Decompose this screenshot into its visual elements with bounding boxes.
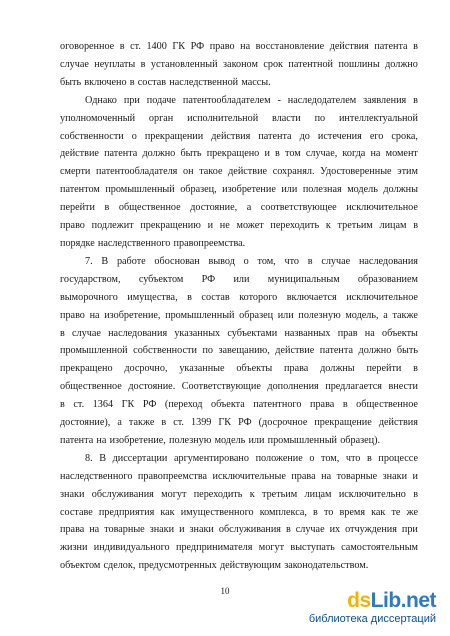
word: третьим	[337, 220, 373, 232]
word: правопреемства.	[173, 237, 246, 249]
word: исключительные	[212, 470, 286, 482]
word: наследодателем	[287, 94, 357, 106]
word: диссертации	[112, 452, 168, 464]
word: изобретение,	[104, 309, 161, 321]
word: В	[101, 255, 109, 267]
word: знаки	[149, 524, 175, 536]
word: ст.	[130, 41, 141, 52]
word: промышленный	[267, 434, 338, 446]
word: предприятия	[98, 506, 155, 518]
word: (досрочное	[258, 417, 308, 429]
text-line	[60, 432, 418, 450]
word: -	[277, 94, 281, 106]
watermark-logo-net: .net	[400, 589, 436, 612]
word: на	[89, 524, 100, 536]
text-line	[60, 342, 418, 360]
word: собственности	[60, 130, 124, 142]
word: быть	[396, 345, 418, 357]
word: орган	[148, 112, 174, 124]
word: момент	[385, 148, 418, 160]
word: о	[243, 255, 249, 267]
word: обоснован	[154, 255, 200, 267]
word: на	[321, 470, 332, 482]
word: на	[89, 309, 100, 321]
word: субъектом	[138, 273, 184, 285]
word: наследственного	[60, 470, 133, 482]
word: патента	[319, 345, 353, 357]
word: полезная	[302, 184, 342, 196]
word: и	[207, 220, 214, 232]
text-line	[60, 217, 418, 235]
word: РФ	[238, 417, 252, 429]
text-line	[60, 289, 418, 307]
word: наследственной	[169, 76, 239, 88]
word: и	[179, 524, 185, 536]
word: 8.	[85, 452, 93, 464]
text-line	[60, 181, 418, 199]
word: достояние.	[128, 381, 176, 393]
word: по	[314, 112, 326, 124]
word: о	[309, 452, 315, 464]
word: быть	[180, 148, 202, 160]
word: заявления	[363, 94, 407, 106]
word: при	[123, 94, 140, 106]
word: работе	[116, 255, 146, 267]
word: законом	[223, 58, 258, 70]
word: РФ	[201, 273, 216, 285]
word: В	[99, 452, 107, 464]
word: интеллектуальной	[338, 112, 418, 124]
word: наследования	[358, 255, 418, 267]
text-line	[60, 468, 418, 486]
word: модель,	[345, 309, 379, 321]
word: выступать	[290, 542, 335, 554]
word: объекты	[236, 363, 273, 375]
text-line	[60, 163, 418, 181]
text-line	[60, 56, 418, 74]
word: права	[284, 363, 309, 375]
watermark	[306, 589, 436, 631]
word: названных	[284, 327, 331, 339]
word: действие	[60, 148, 99, 160]
word: истечения	[317, 130, 362, 142]
word: отчуждения	[345, 524, 397, 536]
word: индивидуального	[93, 542, 170, 554]
word: наследственного	[97, 237, 171, 249]
word: вывод	[208, 255, 235, 267]
word: должны	[320, 363, 355, 375]
word: при	[401, 524, 418, 536]
text-line	[60, 38, 418, 56]
word: когда	[342, 148, 366, 160]
word: дополнения	[267, 381, 319, 393]
word: что	[284, 255, 300, 267]
word: в	[60, 327, 65, 339]
word: предпринимателя	[176, 542, 253, 554]
word: патента	[258, 130, 292, 142]
word: в	[161, 417, 167, 429]
word: РФ	[142, 399, 157, 411]
text-line	[60, 235, 418, 253]
word: патентного	[253, 399, 302, 411]
word: досрочно,	[124, 363, 168, 375]
word: его	[369, 130, 384, 142]
word: 1364	[92, 399, 114, 411]
word: о	[131, 130, 137, 142]
text-line	[60, 521, 418, 539]
word: порядке	[60, 237, 95, 249]
text-line	[60, 360, 418, 378]
word: восстановление	[255, 41, 325, 52]
word: действия	[329, 41, 369, 52]
text-line	[60, 145, 418, 163]
word: Однако	[85, 94, 117, 106]
word: права	[60, 524, 85, 536]
word: или	[277, 309, 294, 321]
word: том,	[321, 452, 340, 464]
word: соответствующее	[260, 202, 337, 214]
word: в	[60, 399, 65, 411]
text-line	[60, 378, 418, 396]
word: которого	[239, 291, 278, 303]
word: могут	[161, 488, 187, 500]
word: их	[329, 524, 341, 536]
word: перейти	[60, 202, 95, 214]
word: случае	[72, 327, 101, 339]
word: также	[128, 417, 155, 429]
word: предлагается	[325, 381, 382, 393]
word: могут	[258, 542, 285, 554]
word: составе	[60, 506, 93, 518]
word: в	[413, 488, 418, 500]
word: обслуживания	[218, 524, 281, 536]
word: действия	[378, 417, 418, 429]
text-line	[60, 414, 418, 432]
word: в	[119, 41, 125, 52]
text-line	[60, 110, 418, 128]
word: власти	[272, 112, 301, 124]
word: 7.	[85, 255, 93, 267]
word: образованием	[357, 273, 418, 285]
word: субъектами	[227, 327, 278, 339]
word: те	[391, 506, 401, 518]
word: полезную	[298, 309, 341, 321]
word: в	[275, 148, 280, 160]
word: перейти	[366, 363, 402, 375]
word: комплекса,	[259, 506, 307, 518]
word: государством,	[60, 273, 121, 285]
text-line	[60, 325, 418, 343]
watermark-logo	[306, 589, 436, 613]
word: ГК	[218, 417, 232, 429]
text-line	[60, 486, 418, 504]
text-line	[60, 504, 418, 522]
word: прекращение	[314, 417, 372, 429]
word: прекращении	[144, 130, 204, 142]
word: состав	[137, 76, 167, 88]
word: срока,	[391, 130, 418, 142]
word: промышленный	[165, 309, 235, 321]
word: РФ	[190, 41, 205, 52]
word: объекта	[211, 399, 245, 411]
word: знаки	[60, 488, 85, 500]
word: а	[246, 202, 252, 214]
word: что	[345, 452, 361, 464]
word: как	[371, 506, 386, 518]
word: права	[291, 470, 316, 482]
word: в	[413, 220, 418, 232]
word: или	[233, 273, 250, 285]
word: объекты	[381, 327, 418, 339]
word: общественное	[60, 381, 122, 393]
word: сделок,	[103, 560, 136, 572]
word: имущественного	[180, 506, 254, 518]
word: неуплаты	[94, 58, 136, 70]
word: имущества,	[127, 291, 178, 303]
word: не	[219, 220, 230, 232]
word: массы.	[241, 76, 271, 88]
word: действующим	[219, 560, 281, 572]
word: 1399	[191, 417, 212, 429]
word: промышленный	[105, 184, 175, 196]
word: в	[413, 94, 418, 106]
word: подаче	[146, 94, 176, 106]
word: действие	[275, 345, 315, 357]
text-line	[60, 539, 418, 557]
word: или	[248, 434, 265, 446]
word: прекращено	[206, 148, 260, 160]
word: образец,	[180, 184, 217, 196]
word: положение	[255, 452, 303, 464]
word: ГК	[121, 399, 135, 411]
word: патента	[60, 434, 94, 446]
word: в	[413, 41, 418, 52]
word: действие	[228, 166, 268, 178]
word: то	[323, 506, 334, 518]
word: в	[342, 399, 348, 411]
word: уполномоченный	[60, 112, 136, 124]
text-line	[60, 74, 418, 92]
word: прекращено	[60, 363, 113, 375]
word: жизни	[60, 542, 88, 554]
word: исключительное	[346, 291, 418, 303]
word: в	[187, 291, 192, 303]
word: исключительное	[346, 202, 418, 214]
word: до	[299, 130, 310, 142]
word: может	[236, 220, 264, 232]
word: такое	[199, 166, 223, 178]
word: патентообладателя	[96, 166, 178, 178]
word: исполнительной	[187, 112, 259, 124]
word: ст.	[73, 399, 85, 411]
word: или	[281, 184, 298, 196]
word: предусмотренных	[138, 560, 217, 572]
word: по	[202, 345, 213, 357]
word: на	[240, 41, 251, 52]
word: завещанию,	[218, 345, 270, 357]
word: самостоятельным	[341, 542, 418, 554]
word: на	[370, 148, 381, 160]
word: случае	[295, 524, 325, 536]
word: промышленной	[60, 345, 128, 357]
word: переходить	[270, 220, 320, 232]
word: законодательством.	[284, 560, 369, 572]
word: общественное	[118, 202, 181, 214]
word: объектом	[60, 560, 101, 572]
word: время	[339, 506, 366, 518]
word: образец	[239, 309, 274, 321]
word: процессе	[378, 452, 418, 464]
word: в	[313, 506, 318, 518]
word: в	[307, 255, 313, 267]
word: модель	[214, 434, 246, 446]
word: в	[367, 452, 372, 464]
word: лицам	[304, 488, 332, 500]
word: 1400	[146, 41, 167, 52]
word: наследования	[108, 327, 168, 339]
text-line	[60, 128, 418, 146]
text-line	[60, 253, 418, 271]
word: пошлины	[338, 58, 380, 70]
word: а	[383, 309, 388, 321]
word: выморочного	[60, 291, 118, 303]
word: как	[160, 506, 175, 518]
word: Соответствующие	[181, 381, 261, 393]
word: и	[412, 470, 418, 482]
word: указанные	[179, 363, 225, 375]
word: должно	[358, 345, 392, 357]
word: исключительно	[338, 488, 406, 500]
word: же	[406, 506, 418, 518]
word: ст.	[173, 417, 184, 429]
word: переходить	[193, 488, 243, 500]
word: общественное	[356, 399, 418, 411]
word: знаки	[189, 524, 214, 536]
word: товарные	[336, 470, 378, 482]
word: установленный	[150, 58, 218, 70]
word: оговоренное	[60, 41, 115, 52]
word: должно	[385, 58, 418, 70]
word: срок	[263, 58, 283, 70]
text-line	[60, 450, 418, 468]
word: полезную	[169, 434, 212, 446]
word: аргументировано	[173, 452, 249, 464]
word: случае	[321, 255, 351, 267]
word: включается	[286, 291, 337, 303]
word: патента	[374, 41, 408, 52]
watermark-logo-lib: Lib	[370, 589, 401, 612]
word: этим	[397, 166, 418, 178]
word: патентной	[288, 58, 334, 70]
word: патентообладателем	[182, 94, 271, 106]
word: и	[264, 148, 270, 160]
word: изобретение,	[109, 434, 166, 446]
word: патентом	[60, 184, 100, 196]
word: состав	[201, 291, 230, 303]
word: право	[209, 41, 235, 52]
word: действия	[211, 130, 251, 142]
watermark-subtitle: библиотека диссертаций	[308, 613, 436, 625]
word: правопреемства	[137, 470, 208, 482]
word: товарные	[104, 524, 145, 536]
text-line	[60, 271, 418, 289]
word: в	[129, 76, 135, 88]
word: ГК	[172, 41, 186, 52]
word: случае	[60, 58, 89, 70]
word: патента	[104, 148, 138, 160]
word: том,	[257, 255, 276, 267]
word: том	[285, 148, 301, 160]
word: достояние,	[190, 202, 238, 214]
word: изобретение	[222, 184, 276, 196]
word: случае,	[305, 148, 338, 160]
word: должно	[142, 148, 176, 160]
word: подлежит	[91, 220, 134, 232]
text-line	[60, 92, 418, 110]
word: в	[285, 524, 291, 536]
word: модель	[347, 184, 378, 196]
word: также	[392, 309, 418, 321]
word: он	[183, 166, 194, 178]
word: лицам	[379, 220, 407, 232]
word: знаки	[382, 470, 408, 482]
word: внести	[388, 381, 418, 393]
word: смерти	[60, 166, 91, 178]
word: на	[96, 434, 107, 446]
word: (переход	[164, 399, 203, 411]
text-line	[60, 307, 418, 325]
word: обслуживания	[91, 488, 154, 500]
word: Удостоверенные	[320, 166, 392, 178]
word: права	[310, 399, 335, 411]
body-text	[60, 38, 418, 575]
word: быть	[60, 76, 82, 88]
text-line	[60, 396, 418, 414]
word: в	[413, 363, 418, 375]
word: указанных	[174, 327, 221, 339]
word: в	[140, 58, 146, 70]
word: к	[249, 488, 255, 500]
word: должны	[383, 184, 418, 196]
word: сохранял.	[272, 166, 315, 178]
word: прекращению	[140, 220, 201, 232]
word: достояние),	[60, 417, 111, 429]
word: третьим	[262, 488, 298, 500]
text-line	[60, 557, 418, 575]
word: в	[104, 202, 110, 214]
page-number: 10	[220, 586, 230, 596]
word: образец).	[340, 434, 381, 446]
word: право	[60, 220, 85, 232]
word: собственности	[133, 345, 197, 357]
word: к	[325, 220, 331, 232]
word: прав	[337, 327, 358, 339]
watermark-logo-ds: ds	[347, 589, 371, 612]
word: право	[60, 309, 85, 321]
word: на	[364, 327, 375, 339]
word: включено	[84, 76, 127, 88]
text-line	[60, 199, 418, 217]
word: муниципальным	[267, 273, 340, 285]
word: а	[117, 417, 122, 429]
